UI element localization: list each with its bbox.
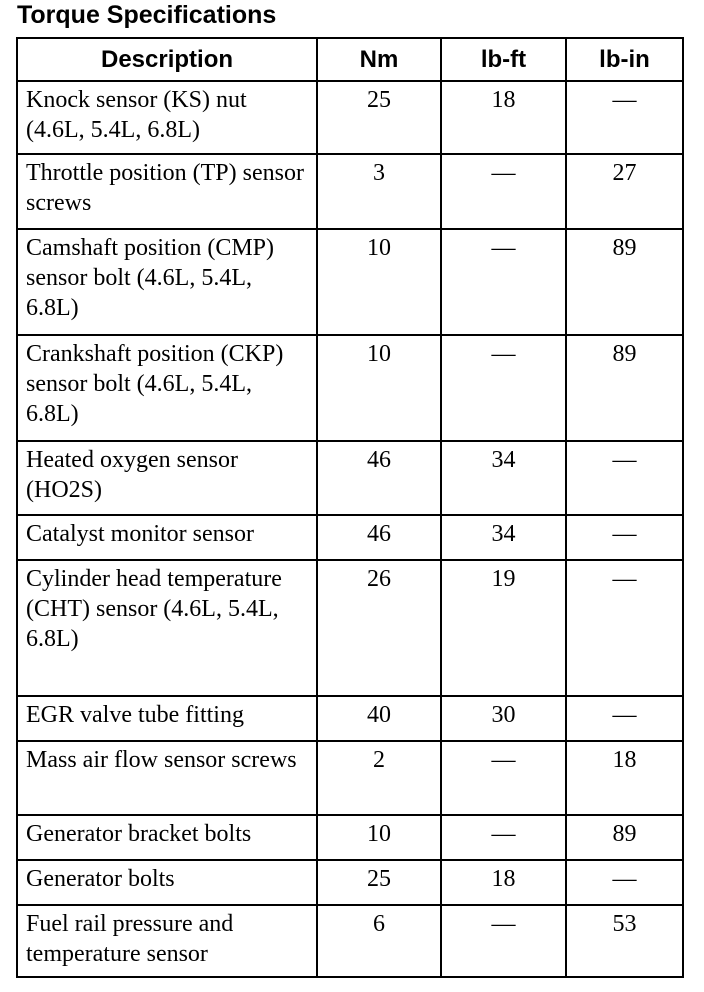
cell-description: Fuel rail pressure and temperature sensor — [17, 905, 317, 977]
column-header-description: Description — [17, 38, 317, 81]
cell-lb-in: — — [566, 515, 683, 560]
cell-description: Throttle position (TP) sensor screws — [17, 154, 317, 229]
cell-lb-ft: 34 — [441, 441, 566, 515]
cell-lb-ft: — — [441, 741, 566, 815]
table-header-row — [17, 38, 683, 81]
cell-lb-in: 53 — [566, 905, 683, 977]
table-row — [17, 81, 683, 154]
cell-description: Generator bolts — [17, 860, 317, 905]
cell-description: Camshaft position (CMP) sensor bolt (4.6L, 5.4L, 6.8L) — [17, 229, 317, 335]
cell-nm: 3 — [317, 154, 441, 229]
cell-lb-in: — — [566, 696, 683, 741]
cell-description: EGR valve tube fitting — [17, 696, 317, 741]
cell-description: Cylinder head temperature (CHT) sensor (4.6L, 5.4L, 6.8L) — [17, 560, 317, 696]
cell-lb-in: 89 — [566, 229, 683, 335]
table-row — [17, 229, 683, 335]
cell-lb-ft: — — [441, 905, 566, 977]
table-row — [17, 815, 683, 860]
cell-lb-ft: 18 — [441, 81, 566, 154]
table-row — [17, 741, 683, 815]
cell-description: Catalyst monitor sensor — [17, 515, 317, 560]
cell-description: Crankshaft position (CKP) sensor bolt (4.6L, 5.4L, 6.8L) — [17, 335, 317, 441]
cell-lb-in: — — [566, 81, 683, 154]
cell-description: Generator bracket bolts — [17, 815, 317, 860]
cell-lb-ft: 34 — [441, 515, 566, 560]
torque-spec-table — [16, 37, 684, 978]
cell-nm: 10 — [317, 335, 441, 441]
table-row — [17, 905, 683, 977]
cell-lb-ft: — — [441, 154, 566, 229]
cell-description: Heated oxygen sensor (HO2S) — [17, 441, 317, 515]
cell-description: Mass air flow sensor screws — [17, 741, 317, 815]
cell-lb-ft: 18 — [441, 860, 566, 905]
table-row — [17, 441, 683, 515]
cell-lb-in: 89 — [566, 815, 683, 860]
cell-nm: 10 — [317, 815, 441, 860]
table-row — [17, 335, 683, 441]
cell-lb-ft: 30 — [441, 696, 566, 741]
cell-lb-ft: 19 — [441, 560, 566, 696]
cell-lb-ft: — — [441, 815, 566, 860]
cell-nm: 40 — [317, 696, 441, 741]
cell-lb-ft: — — [441, 335, 566, 441]
column-header-lb-ft: lb-ft — [441, 38, 566, 81]
table-row — [17, 515, 683, 560]
cell-lb-in: 89 — [566, 335, 683, 441]
cell-nm: 25 — [317, 860, 441, 905]
table-row — [17, 696, 683, 741]
cell-lb-in: 27 — [566, 154, 683, 229]
table-row — [17, 860, 683, 905]
cell-nm: 46 — [317, 441, 441, 515]
cell-nm: 10 — [317, 229, 441, 335]
table-row — [17, 154, 683, 229]
table-body — [17, 81, 683, 977]
cell-lb-in: — — [566, 560, 683, 696]
cell-lb-in: 18 — [566, 741, 683, 815]
cell-nm: 25 — [317, 81, 441, 154]
cell-nm: 26 — [317, 560, 441, 696]
table-row — [17, 560, 683, 696]
column-header-lb-in: lb-in — [566, 38, 683, 81]
cell-lb-in: — — [566, 860, 683, 905]
cell-lb-in: — — [566, 441, 683, 515]
column-header-nm: Nm — [317, 38, 441, 81]
page-title: Torque Specifications — [17, 1, 277, 29]
cell-description: Knock sensor (KS) nut (4.6L, 5.4L, 6.8L) — [17, 81, 317, 154]
cell-nm: 2 — [317, 741, 441, 815]
cell-nm: 46 — [317, 515, 441, 560]
cell-lb-ft: — — [441, 229, 566, 335]
cell-nm: 6 — [317, 905, 441, 977]
